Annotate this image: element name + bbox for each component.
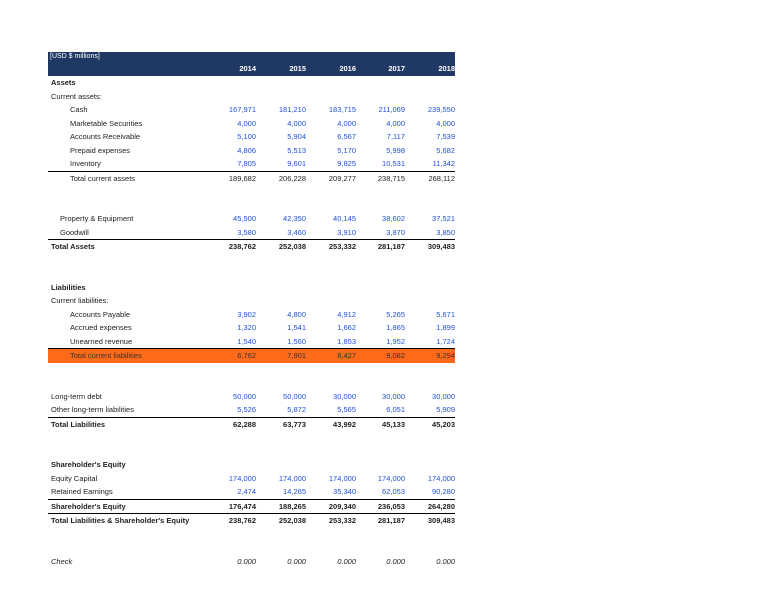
year-header-2018: 2018 [438,64,455,73]
row-total-liabilities-label: Total Liabilities [51,419,106,429]
row-unearned-revenue-label: Unearned revenue [70,336,133,346]
cell-value[interactable]: 62,053 [382,487,405,496]
liabilities-title-label: Liabilities [51,282,86,292]
row-total-liabilities-equity [48,514,455,528]
cell-value[interactable]: 5,872 [287,405,306,414]
cell-value[interactable]: 174,000 [278,473,306,483]
row-total-current-liabilities [48,348,455,363]
cell-value[interactable]: 3,902 [237,309,256,319]
row-goodwill [48,226,455,241]
assets-title-label: Assets [51,78,76,87]
row-shareholders-equity-label: Shareholder's Equity [51,501,126,511]
cell-value[interactable]: 62,288 [233,419,256,429]
cell-value[interactable]: 176,474 [228,501,256,511]
year-header-2016: 2016 [339,64,356,73]
cell-value[interactable]: 206,228 [278,173,306,183]
cell-value[interactable]: 238,715 [377,173,405,183]
sheet-rows [48,76,455,568]
cell-value[interactable]: 14,265 [283,487,306,496]
cell-value[interactable]: 253,332 [328,242,356,251]
row-property-equipment-label: Property & Equipment [60,214,134,223]
row-other-long-term-liabilities-label: Other long-term liabilities [51,405,134,414]
cell-value[interactable]: 252,038 [278,242,306,251]
cell-value[interactable]: 5,671 [436,309,455,319]
spacer [48,431,455,458]
cell-value[interactable]: 11,342 [432,159,455,168]
header-bar [48,52,455,76]
cell-value[interactable]: 1,952 [386,336,405,346]
cell-value[interactable]: 1,853 [337,336,356,346]
cell-value[interactable]: 4,000 [287,118,306,128]
cell-value[interactable]: 50,000 [233,391,256,401]
cell-value[interactable]: 5,909 [436,405,455,414]
cell-value[interactable]: 30,000 [382,391,405,401]
cell-value[interactable]: 3,870 [386,227,405,237]
equity-title [48,458,455,472]
year-header-2015: 2015 [289,64,306,73]
cell-value[interactable]: 30,000 [333,391,356,401]
cell-value[interactable]: 4,000 [337,118,356,128]
row-total-current-liabilities-label: Total current liabilities [70,351,142,360]
cell-value[interactable]: 253,332 [328,516,356,525]
row-inventory [48,157,455,172]
row-total-current-assets-label: Total current assets [70,173,136,183]
cell-value[interactable]: 3,580 [237,227,256,237]
cell-value[interactable]: 0.000 [287,556,306,566]
row-retained-earnings-label: Retained Earnings [51,487,113,496]
cell-value[interactable]: 0.000 [436,556,455,566]
row-equity-capital [48,472,455,486]
cell-value[interactable]: 4,000 [436,118,455,128]
cell-value[interactable]: 5,682 [436,145,455,155]
cell-value[interactable]: 174,000 [328,473,356,483]
row-accrued-expenses-label: Accrued expenses [70,323,132,332]
row-total-assets-label: Total Assets [51,242,95,251]
cell-value[interactable]: 8,427 [337,351,356,360]
cell-value[interactable]: 9,082 [386,351,405,360]
cell-value[interactable]: 268,112 [428,173,455,183]
row-check [48,555,455,569]
liabilities-title [48,281,455,295]
year-header-2014: 2014 [239,64,256,73]
row-cash [48,103,455,117]
cell-value[interactable]: 35,340 [333,487,356,496]
cell-value[interactable]: 3,910 [337,227,356,237]
current-assets-label [48,90,455,104]
cell-value[interactable]: 1,865 [386,323,405,332]
row-accrued-expenses [48,321,455,335]
cell-value[interactable]: 45,500 [233,214,256,223]
current-liabilities-label-label: Current liabilities: [51,296,109,305]
cell-value[interactable]: 9,601 [287,159,306,168]
cell-value[interactable]: 1,899 [436,323,455,332]
cell-value[interactable]: 45,133 [382,419,405,429]
cell-value[interactable]: 5,904 [287,132,306,141]
cell-value[interactable]: 4,000 [237,118,256,128]
cell-value[interactable]: 1,320 [237,323,256,332]
row-cash-label: Cash [70,105,88,114]
row-prepaid-expenses [48,144,455,158]
cell-value[interactable]: 38,602 [382,214,405,223]
cell-value[interactable]: 174,000 [377,473,405,483]
cell-value[interactable]: 174,000 [427,473,455,483]
cell-value[interactable]: 40,145 [333,214,356,223]
cell-value[interactable]: 238,762 [228,516,256,525]
cell-value[interactable]: 188,265 [278,501,306,511]
spacer [48,254,455,281]
cell-value[interactable]: 0.000 [386,556,405,566]
cell-value[interactable]: 7,805 [237,159,256,168]
cell-value[interactable]: 209,277 [328,173,356,183]
cell-value[interactable]: 209,340 [328,501,356,511]
current-assets-label-label: Current assets: [51,91,102,101]
row-accounts-receivable-label: Accounts Receivable [70,132,141,141]
cell-value[interactable]: 211,069 [378,105,405,114]
cell-value[interactable]: 1,560 [287,336,306,346]
cell-value[interactable]: 10,531 [382,159,405,168]
row-total-liabilities [48,418,455,432]
cell-value[interactable]: 5,565 [337,405,356,414]
row-check-label: Check [51,556,73,566]
row-inventory-label: Inventory [70,159,101,168]
row-total-current-assets [48,172,455,186]
current-liabilities-label [48,294,455,308]
spacer [48,363,455,390]
cell-value[interactable]: 5,998 [386,145,405,155]
cell-value[interactable]: 236,053 [377,501,405,511]
cell-value[interactable]: 0.000 [337,556,356,566]
cell-value[interactable]: 5,170 [337,145,356,155]
cell-value[interactable]: 45,203 [432,419,455,429]
cell-value[interactable]: 281,187 [377,516,405,525]
cell-value[interactable]: 42,350 [283,214,306,223]
cell-value[interactable]: 3,460 [287,227,306,237]
row-long-term-debt [48,390,455,404]
spacer [48,185,455,212]
cell-value[interactable]: 9,294 [436,351,455,360]
cell-value[interactable]: 1,724 [436,336,455,346]
cell-value[interactable]: 3,850 [436,227,455,237]
cell-value[interactable]: 50,000 [283,391,306,401]
row-long-term-debt-label: Long-term debt [51,391,102,401]
unit-label: [USD $ millions] [50,53,100,60]
cell-value[interactable]: 5,526 [237,405,256,414]
row-equity-capital-label: Equity Capital [51,473,98,483]
cell-value[interactable]: 239,550 [427,105,455,114]
cell-value[interactable]: 30,000 [432,391,455,401]
cell-value[interactable]: 5,100 [237,132,256,141]
equity-title-label: Shareholder's Equity [51,460,126,469]
cell-value[interactable]: 238,762 [228,242,256,251]
cell-value[interactable]: 4,806 [237,145,256,155]
cell-value[interactable]: 1,662 [337,323,356,332]
row-total-liabilities-equity-label: Total Liabilities & Shareholder's Equity [51,516,190,525]
cell-value[interactable]: 281,187 [377,242,405,251]
cell-value[interactable]: 9,825 [337,159,356,168]
cell-value[interactable]: 6,762 [237,351,256,360]
assets-title [48,76,455,90]
row-accounts-payable-label: Accounts Payable [70,309,131,319]
cell-value[interactable]: 5,265 [386,309,405,319]
cell-value[interactable]: 0.000 [237,556,256,566]
cell-value[interactable]: 43,992 [333,419,356,429]
row-goodwill-label: Goodwill [60,227,89,237]
cell-value[interactable]: 7,901 [287,351,306,360]
spacer [48,528,455,555]
cell-value[interactable]: 309,483 [427,242,455,251]
row-marketable-securities-label: Marketable Securities [70,118,143,128]
cell-value[interactable]: 309,483 [427,516,455,525]
cell-value[interactable]: 37,521 [432,214,455,223]
cell-value[interactable]: 189,682 [228,173,256,183]
row-total-assets [48,240,455,254]
cell-value[interactable]: 63,773 [283,419,306,429]
row-retained-earnings [48,485,455,500]
cell-value[interactable]: 5,513 [287,145,306,155]
cell-value[interactable]: 6,051 [386,405,405,414]
cell-value[interactable]: 183,715 [328,105,356,114]
cell-value[interactable]: 4,800 [287,309,306,319]
row-unearned-revenue [48,335,455,349]
cell-value[interactable]: 1,541 [287,323,306,332]
cell-value[interactable]: 252,038 [278,516,306,525]
balance-sheet [48,52,455,568]
row-accounts-receivable [48,130,455,144]
cell-value[interactable]: 7,539 [436,132,455,141]
row-marketable-securities [48,117,455,131]
cell-value[interactable]: 181,210 [278,105,306,114]
row-other-long-term-liabilities [48,403,455,418]
cell-value[interactable]: 4,912 [337,309,356,319]
cell-value[interactable]: 174,000 [228,473,256,483]
row-accounts-payable [48,308,455,322]
cell-value[interactable]: 2,474 [237,487,256,496]
cell-value[interactable]: 264,280 [427,501,455,511]
year-header-2017: 2017 [388,64,405,73]
cell-value[interactable]: 1,540 [237,336,256,346]
cell-value[interactable]: 6,567 [337,132,356,141]
cell-value[interactable]: 90,280 [432,487,455,496]
row-prepaid-expenses-label: Prepaid expenses [70,145,131,155]
cell-value[interactable]: 7,117 [386,132,405,141]
cell-value[interactable]: 167,971 [228,105,256,114]
cell-value[interactable]: 4,000 [386,118,405,128]
row-shareholders-equity [48,500,455,515]
row-property-equipment [48,212,455,226]
